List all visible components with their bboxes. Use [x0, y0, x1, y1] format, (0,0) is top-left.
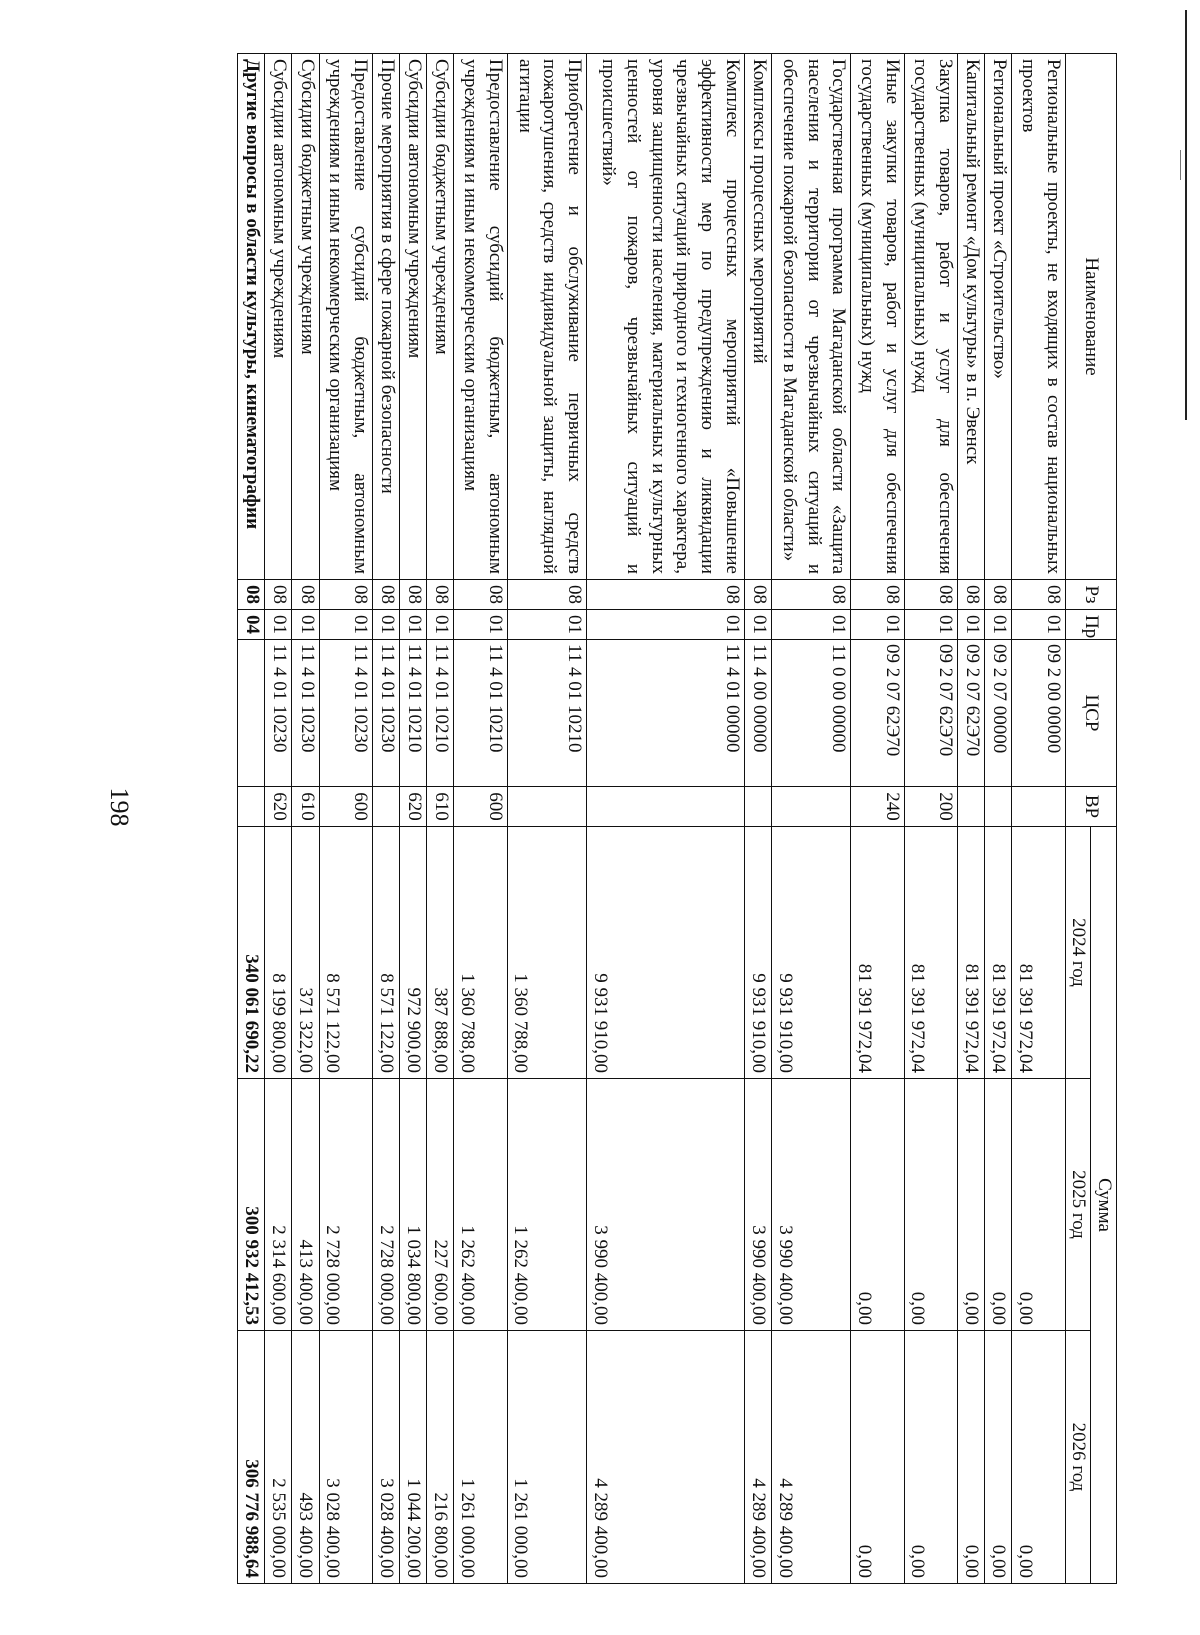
header-year-2025: 2025 год — [1065, 1079, 1091, 1331]
row-csr: 09 2 07 62Э70 — [904, 640, 957, 787]
row-amount-2026: 4 289 400,00 — [587, 1331, 745, 1584]
row-name: Иные закупки товаров, работ и услуг для обеспечения государственных (муниципальных) нужд — [851, 54, 904, 580]
row-vr — [772, 787, 851, 827]
row-amount-2026: 306 776 988,64 — [238, 1331, 265, 1584]
row-pr: 04 — [238, 610, 265, 640]
row-vr — [1012, 787, 1065, 827]
row-pr: 01 — [587, 610, 745, 640]
row-amount-2025: 0,00 — [958, 1079, 985, 1331]
row-name: Комплексы процессных мероприятий — [744, 54, 771, 580]
table-row — [400, 54, 427, 1584]
rotated-page — [237, 53, 1117, 1583]
row-pr: 01 — [454, 610, 507, 640]
row-pr: 01 — [265, 610, 292, 640]
row-pr: 01 — [372, 610, 399, 640]
row-amount-2024: 387 888,00 — [427, 827, 454, 1079]
row-amount-2024: 81 391 972,04 — [985, 827, 1012, 1079]
row-pr: 01 — [1012, 610, 1065, 640]
row-name: Региональные проекты, не входящих в состав национальных проектов — [1012, 54, 1065, 580]
table-row — [372, 54, 399, 1584]
row-amount-2026: 1 044 200,00 — [400, 1331, 427, 1584]
row-csr: 11 4 01 10230 — [319, 640, 372, 787]
header-year-2026: 2026 год — [1065, 1331, 1091, 1584]
row-amount-2025: 3 990 400,00 — [744, 1079, 771, 1331]
row-amount-2024: 1 360 788,00 — [507, 827, 586, 1079]
row-name: Субсидии бюджетным учреждениям — [292, 54, 319, 580]
row-amount-2026: 0,00 — [958, 1331, 985, 1584]
row-name: Предоставление субсидий бюджетным, автономным учреждениям и иным некоммерческим организациям — [454, 54, 507, 580]
budget-table-body — [238, 54, 1066, 1584]
row-rz: 08 — [507, 580, 586, 610]
row-amount-2024: 81 391 972,04 — [851, 827, 904, 1079]
row-amount-2025: 1 262 400,00 — [454, 1079, 507, 1331]
row-amount-2026: 1 261 000,00 — [507, 1331, 586, 1584]
table-row — [265, 54, 292, 1584]
row-amount-2025: 2 728 000,00 — [319, 1079, 372, 1331]
row-amount-2024: 972 900,00 — [400, 827, 427, 1079]
row-amount-2024: 9 931 910,00 — [587, 827, 745, 1079]
table-row — [454, 54, 507, 1584]
row-name: Закупка товаров, работ и услуг для обеспечения государственных (муниципальных) нужд — [904, 54, 957, 580]
row-rz: 08 — [454, 580, 507, 610]
table-row — [507, 54, 586, 1584]
row-amount-2026: 4 289 400,00 — [744, 1331, 771, 1584]
header-row-1 — [1091, 54, 1117, 1584]
row-amount-2024: 9 931 910,00 — [744, 827, 771, 1079]
row-amount-2025: 0,00 — [1012, 1079, 1065, 1331]
row-amount-2024: 81 391 972,04 — [1012, 827, 1065, 1079]
header-name: Наименование — [1065, 54, 1116, 580]
row-amount-2025: 0,00 — [985, 1079, 1012, 1331]
row-pr: 01 — [507, 610, 586, 640]
row-amount-2024: 9 931 910,00 — [772, 827, 851, 1079]
row-pr: 01 — [292, 610, 319, 640]
row-rz: 08 — [851, 580, 904, 610]
row-name: Прочие мероприятия в сфере пожарной безопасности — [372, 54, 399, 580]
row-pr: 01 — [427, 610, 454, 640]
header-csr: ЦСР — [1065, 640, 1116, 787]
row-amount-2026: 216 800,00 — [427, 1331, 454, 1584]
row-amount-2026: 0,00 — [851, 1331, 904, 1584]
row-vr: 600 — [454, 787, 507, 827]
row-pr: 01 — [851, 610, 904, 640]
row-amount-2025: 300 932 412,53 — [238, 1079, 265, 1331]
row-vr — [587, 787, 745, 827]
row-vr: 610 — [427, 787, 454, 827]
table-row — [772, 54, 851, 1584]
page-number: 198 — [105, 787, 134, 827]
row-name: Субсидии автономным учреждениям — [265, 54, 292, 580]
table-row — [292, 54, 319, 1584]
row-vr: 240 — [851, 787, 904, 827]
row-name: Другие вопросы в области культуры, кинематографии — [238, 54, 265, 580]
row-amount-2025: 0,00 — [904, 1079, 957, 1331]
row-amount-2026: 1 261 000,00 — [454, 1331, 507, 1584]
row-vr — [372, 787, 399, 827]
row-amount-2025: 2 314 600,00 — [265, 1079, 292, 1331]
table-row — [985, 54, 1012, 1584]
row-vr: 200 — [904, 787, 957, 827]
row-vr: 610 — [292, 787, 319, 827]
row-pr: 01 — [985, 610, 1012, 640]
row-vr — [507, 787, 586, 827]
row-csr: 11 4 01 10230 — [265, 640, 292, 787]
row-amount-2025: 1 262 400,00 — [507, 1079, 586, 1331]
row-amount-2024: 8 571 122,00 — [319, 827, 372, 1079]
row-amount-2026: 3 028 400,00 — [372, 1331, 399, 1584]
budget-table — [237, 53, 1117, 1584]
header-rz: Рз — [1065, 580, 1116, 610]
row-name: Капитальный ремонт «Дом культуры» в п. Эвенск — [958, 54, 985, 580]
scan-edge-line — [1185, 10, 1187, 420]
row-pr: 01 — [958, 610, 985, 640]
row-amount-2025: 3 990 400,00 — [587, 1079, 745, 1331]
row-amount-2025: 1 034 800,00 — [400, 1079, 427, 1331]
table-row — [587, 54, 745, 1584]
row-pr: 01 — [319, 610, 372, 640]
row-rz: 08 — [772, 580, 851, 610]
row-amount-2025: 0,00 — [851, 1079, 904, 1331]
table-row — [319, 54, 372, 1584]
row-name: Субсидии бюджетным учреждениям — [427, 54, 454, 580]
row-csr: 09 2 07 62Э70 — [851, 640, 904, 787]
table-row — [427, 54, 454, 1584]
row-amount-2024: 340 061 690,22 — [238, 827, 265, 1079]
row-pr: 01 — [904, 610, 957, 640]
row-csr: 09 2 07 62Э70 — [958, 640, 985, 787]
header-pr: Пр — [1065, 610, 1116, 640]
row-csr: 11 0 00 00000 — [772, 640, 851, 787]
row-rz: 08 — [400, 580, 427, 610]
table-row — [1012, 54, 1065, 1584]
row-csr: 11 4 01 10210 — [454, 640, 507, 787]
row-rz: 08 — [372, 580, 399, 610]
row-rz: 08 — [292, 580, 319, 610]
table-row — [851, 54, 904, 1584]
row-csr: 11 4 01 10210 — [507, 640, 586, 787]
row-rz: 08 — [958, 580, 985, 610]
row-csr: 11 4 00 00000 — [744, 640, 771, 787]
row-rz: 08 — [265, 580, 292, 610]
row-csr: 09 2 00 00000 — [1012, 640, 1065, 787]
row-vr — [238, 787, 265, 827]
row-pr: 01 — [744, 610, 771, 640]
row-vr: 620 — [265, 787, 292, 827]
row-amount-2024: 81 391 972,04 — [958, 827, 985, 1079]
row-rz: 08 — [319, 580, 372, 610]
row-name: Предоставление субсидий бюджетным, автономным учреждениям и иным некоммерческим организациям — [319, 54, 372, 580]
row-amount-2024: 81 391 972,04 — [904, 827, 957, 1079]
table-row — [958, 54, 985, 1584]
row-rz: 08 — [427, 580, 454, 610]
row-amount-2026: 4 289 400,00 — [772, 1331, 851, 1584]
row-name: Субсидии автономным учреждениям — [400, 54, 427, 580]
row-name: Комплекс процессных мероприятий «Повышение эффективности мер по предупреждению и ликвидации чрезвычайных ситуаций природного и техногенного характера, уровня защищенности населения, материальных и культурных ценностей от пожаров, чрезвычайных ситуаций и происшествий» — [587, 54, 745, 580]
row-vr — [985, 787, 1012, 827]
row-csr: 11 4 01 10210 — [400, 640, 427, 787]
row-amount-2025: 227 600,00 — [427, 1079, 454, 1331]
header-year-2024: 2024 год — [1065, 827, 1091, 1079]
row-amount-2024: 8 571 122,00 — [372, 827, 399, 1079]
row-name: Государственная программа Магаданской области «Защита населения и территории от чрезвычайных ситуаций и обеспечение пожарной безопасности в Магаданской области» — [772, 54, 851, 580]
row-csr: 11 4 01 10230 — [292, 640, 319, 787]
row-rz: 08 — [238, 580, 265, 610]
row-csr: 09 2 07 00000 — [985, 640, 1012, 787]
row-amount-2025: 3 990 400,00 — [772, 1079, 851, 1331]
row-vr: 600 — [319, 787, 372, 827]
row-amount-2026: 0,00 — [985, 1331, 1012, 1584]
table-row — [904, 54, 957, 1584]
row-amount-2025: 2 728 000,00 — [372, 1079, 399, 1331]
row-pr: 01 — [400, 610, 427, 640]
row-amount-2024: 371 322,00 — [292, 827, 319, 1079]
header-vr: ВР — [1065, 787, 1116, 827]
row-vr: 620 — [400, 787, 427, 827]
row-csr — [238, 640, 265, 787]
row-rz: 08 — [744, 580, 771, 610]
row-amount-2025: 413 400,00 — [292, 1079, 319, 1331]
row-vr — [744, 787, 771, 827]
total-row — [238, 54, 265, 1584]
row-amount-2026: 2 535 000,00 — [265, 1331, 292, 1584]
row-rz: 08 — [1012, 580, 1065, 610]
row-amount-2024: 1 360 788,00 — [454, 827, 507, 1079]
row-pr: 01 — [772, 610, 851, 640]
scan-edge-mark — [1180, 150, 1181, 180]
row-csr: 11 4 01 00000 — [587, 640, 745, 787]
row-amount-2026: 3 028 400,00 — [319, 1331, 372, 1584]
row-rz: 08 — [985, 580, 1012, 610]
row-rz: 08 — [587, 580, 745, 610]
row-amount-2026: 0,00 — [904, 1331, 957, 1584]
row-name: Приобретение и обслуживание первичных средств пожаротушения, средств индивидуальной защиты, наглядной агитации — [507, 54, 586, 580]
header-sum: Сумма — [1091, 827, 1117, 1584]
row-amount-2024: 8 199 800,00 — [265, 827, 292, 1079]
row-csr: 11 4 01 10210 — [427, 640, 454, 787]
row-amount-2026: 493 400,00 — [292, 1331, 319, 1584]
row-name: Региональный проект «Строительство» — [985, 54, 1012, 580]
row-amount-2026: 0,00 — [1012, 1331, 1065, 1584]
table-row — [744, 54, 771, 1584]
row-csr: 11 4 01 10230 — [372, 640, 399, 787]
row-vr — [958, 787, 985, 827]
row-rz: 08 — [904, 580, 957, 610]
